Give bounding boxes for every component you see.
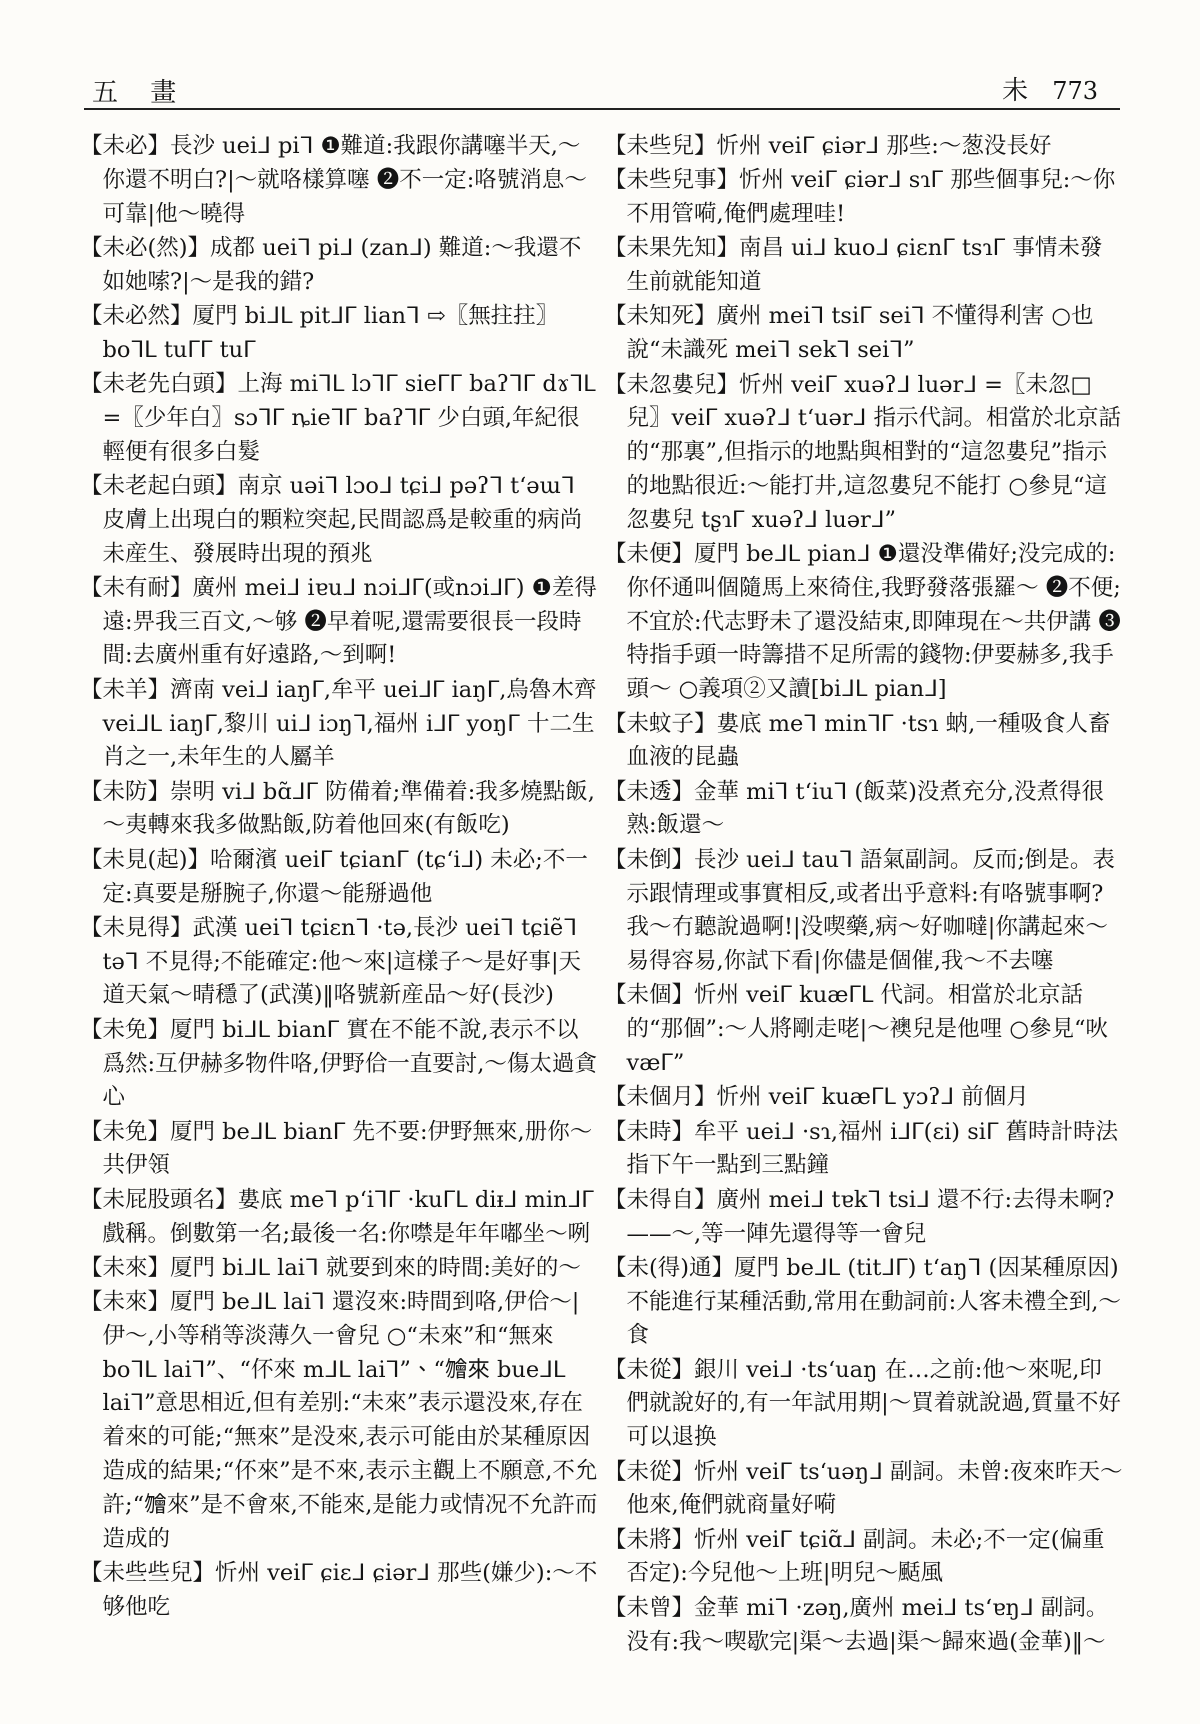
dictionary-entry: 【未些兒】忻州 veiᒥ ɕiərᒧ 那些:～葱没長好 — [604, 133, 1052, 159]
dictionary-entry: 【未羊】濟南 veiᒧ iaŋᒥ,牟平 ueiᒧᒥ iaŋᒥ,烏魯木齊 veiᒧᒪ iaŋᒥ,黎川 uiᒧ iɔŋᒣ,福州 iᒧᒥ yoŋᒥ 十二生肖之一,未年生的人屬羊 — [80, 676, 597, 771]
section-title: 五 畫 — [92, 78, 189, 108]
dictionary-entry: 【未老先白頭】上海 miᒣᒪ lɔᒣᒥ sieᒥᒥ baʔᒣᒥ dɤᒣᒪ =〖少年白〗sɔᒣᒥ ȵieᒣᒥ baʔᒣᒥ 少白頭,年紀很輕便有很多白髮 — [80, 371, 596, 465]
page-heading — [1002, 70, 1098, 107]
dictionary-entry: 【未見(起)】哈爾濱 ueiᒥ tɕianᒥ (tɕʻiᒧ) 未必;不一定:真要是掰腕子,你還～能掰過他 — [80, 846, 588, 907]
header-character: 未 — [1002, 76, 1029, 106]
dictionary-entry: 【未時】牟平 ueiᒧ ·sɿ,福州 iᒧᒥ(ɛi) siᒥ 舊時計時法指下午一點到三點鐘 — [604, 1118, 1119, 1179]
dictionary-entry: 【未透】金華 miᒣ tʻiuᒣ (飯菜)没煮充分,没煮得很熟:飯還～ — [604, 778, 1105, 839]
dictionary-entry: 【未必(然)】成都 ueiᒣ piᒧ (zanᒧ) 難道:～我還不如她嗦?|～是我的錯? — [80, 234, 582, 295]
dictionary-entry: 【未曾】金華 miᒣ ·zəŋ,廣州 meiᒧ tsʻɐŋᒧ 副詞。没有:我～喫歇完|渠～去過|渠～歸來過(金華)‖～ — [604, 1594, 1109, 1655]
dictionary-entry: 【未有耐】廣州 meiᒧ iɐuᒧ nɔiᒧᒥ(或nɔiᒧᒥ) ❶差得遠:畀我三百文,～够 ❷早着呢,還需要很長一段時間:去廣州重有好遠路,～到啊! — [80, 574, 597, 669]
left-column — [80, 130, 600, 1625]
dictionary-entry: 【未(得)通】厦門 beᒧᒪ (titᒧᒥ) tʻaŋᒣ (因某種原因)不能進行某種活動,常用在動詞前:人客未禮全到,～食 — [604, 1254, 1121, 1349]
dictionary-entry: 【未些兒事】忻州 veiᒥ ɕiərᒧ sɿᒥ 那些個事兒:～你不用管嗬,俺們處理哇! — [604, 167, 1116, 228]
dictionary-entry: 【未來】厦門 biᒧᒪ laiᒣ 就要到來的時間:美好的～ — [80, 1254, 581, 1281]
dictionary-entry: 【未老起白頭】南京 uəiᒣ lɔoᒧ tɕiᒧ pəʔᒣ tʻəɯᒣ 皮膚上出現白的顆粒突起,民間認爲是較重的病尚未産生、發展時出現的預兆 — [80, 472, 583, 567]
page-header — [84, 68, 1120, 110]
dictionary-entry: 【未忽婁兒】忻州 veiᒥ xuəʔᒧ luərᒧ =〖未忽□兒〗veiᒥ xuəʔᒧ tʻuərᒧ 指示代詞。相當於北京話的“那裏”,但指示的地點與相對的“這忽婁兒”指示的地點很近:～能打井,這忽婁兒不能打 ○參見“這忽婁兒 tʂɿᒥ xuəʔᒧ luərᒧ” — [604, 371, 1121, 533]
dictionary-entry: 【未屁股頭名】婁底 meᒣ pʻiᒣᒥ ·kuᒥᒪ diᵻᒧ minᒧᒥ 戲稱。倒數第一名;最後一名:你噤是年年嘟坐～咧 — [80, 1186, 594, 1247]
dictionary-entry: 【未果先知】南昌 uiᒧ kuoᒧ ɕiɛnᒥ tsɿᒥ 事情未發生前就能知道 — [604, 235, 1103, 296]
dictionary-entry: 【未從】忻州 veiᒥ tsʻuəŋᒧ 副詞。未曾:夜來昨天～他來,俺們就商量好嗬 — [604, 1458, 1123, 1519]
dictionary-entry: 【未個月】忻州 veiᒥ kuæᒥᒪ yɔʔᒧ 前個月 — [604, 1084, 1029, 1111]
dictionary-entry: 【未見得】武漢 ueiᒣ tɕiɛnᒣ ·tə,長沙 ueiᒣ tɕiẽᒣ təᒣ 不見得;不能確定:他～來|這樣子～是好事|天道天氣～晴穩了(武漢)‖咯號新産品～好(長沙) — [80, 914, 582, 1009]
dictionary-entry: 【未從】銀川 veiᒧ ·tsʻuaŋ 在…之前:他～來呢,印們就說好的,有一年試用期|～買着就說過,質量不好可以退换 — [604, 1356, 1121, 1451]
dictionary-entry: 【未免】厦門 biᒧᒪ bianᒥ 實在不能不說,表示不以爲然:互伊赫多物件咯,伊野佮一直要討,～傷太過貪心 — [80, 1016, 597, 1111]
right-column — [604, 130, 1124, 1660]
dictionary-entry: 【未個】忻州 veiᒥ kuæᒥᒪ 代詞。相當於北京話的“那個”:～人將剛走咾|～襖兒是他哩 ○參見“吙 væᒥ” — [604, 982, 1108, 1077]
dictionary-entry: 【未必】長沙 ueiᒧ piᒣ ❶難道:我跟你講噻半天,～你還不明白?|～就咯樣算噻 ❷不一定:咯號消息～可靠|他～曉得 — [80, 133, 587, 227]
dictionary-entry: 【未倒】長沙 ueiᒧ tauᒣ 語氣副詞。反而;倒是。表示跟情理或事實相反,或者出乎意料:有咯號事啊?我～冇聽說過啊!|没喫藥,病～好咖噠|你講起來～易得容易,你試下看|你儘是個催,我～不去噻 — [604, 846, 1115, 975]
dictionary-entry: 【未便】厦門 beᒧᒪ pianᒧ ❶還没準備好;没完成的:你伓通叫個隨馬上來徛住,我野發落張羅～ ❷不便;不宜於:代志野未了還没結束,即陣現在～共伊講 ❸特指手頭一時籌措不足所需的錢物:伊要赫多,我手頭～ ○義項②又讀[biᒧᒪ pianᒧ] — [604, 541, 1121, 703]
page-number: 773 — [1052, 77, 1098, 105]
dictionary-entry: 【未免】厦門 beᒧᒪ bianᒥ 先不要:伊野無來,册你～共伊領 — [80, 1118, 593, 1179]
dictionary-entry: 【未必然】厦門 biᒧᒪ pitᒧᒥ lianᒣ ⇨〖無拄拄〗boᒣᒪ tuᒥᒥ tuᒥ — [80, 302, 559, 363]
dictionary-entry: 【未得自】廣州 meiᒧ tɐkᒣ tsiᒧ 還不行:去得未啊?——～,等一陣先還得等一會兒 — [604, 1186, 1115, 1247]
dictionary-entry: 【未蚊子】婁底 meᒣ minᒣᒥ ·tsɿ 蚋,一種吸食人畜血液的昆蟲 — [604, 710, 1111, 771]
dictionary-entry: 【未來】厦門 beᒧᒪ laiᒣ 還沒來:時間到咯,伊佮～|伊～,小等稍等淡薄久一會兒 ○“未來”和“無來 boᒣᒪ laiᒣ”、“伓來 mᒧᒪ laiᒣ”、“𣍐來 bueᒧᒪ laiᒣ”意思相近,但有差别:“未來”表示還没來,存在着來的可能;“無來”是没來,表示可能由於某種原因造成的結果;“伓來”是不來,表示主觀上不願意,不允許;“𣍐來”是不會來,不能來,是能力或情况不允許而造成的 — [80, 1289, 598, 1552]
dictionary-entry: 【未防】崇明 viᒧ bɑ̃ᒧᒥ 防備着;準備着:我多燒點飯,～夷轉來我多做點飯,防着他回來(有飯吃) — [80, 778, 595, 839]
dictionary-entry: 【未些些兒】忻州 veiᒥ ɕiɛᒧ ɕiərᒧ 那些(嫌少):～不够他吃 — [80, 1559, 598, 1620]
dictionary-entry: 【未知死】廣州 meiᒣ tsiᒥ seiᒣ 不懂得利害 ○也說“未識死 meiᒣ sekᒣ seiᒣ” — [604, 303, 1094, 364]
dictionary-entry: 【未將】忻州 veiᒥ tɕiɑ̃ᒧ 副詞。未必;不一定(偏重否定):今兒他～上班|明兒～颳風 — [604, 1526, 1105, 1587]
